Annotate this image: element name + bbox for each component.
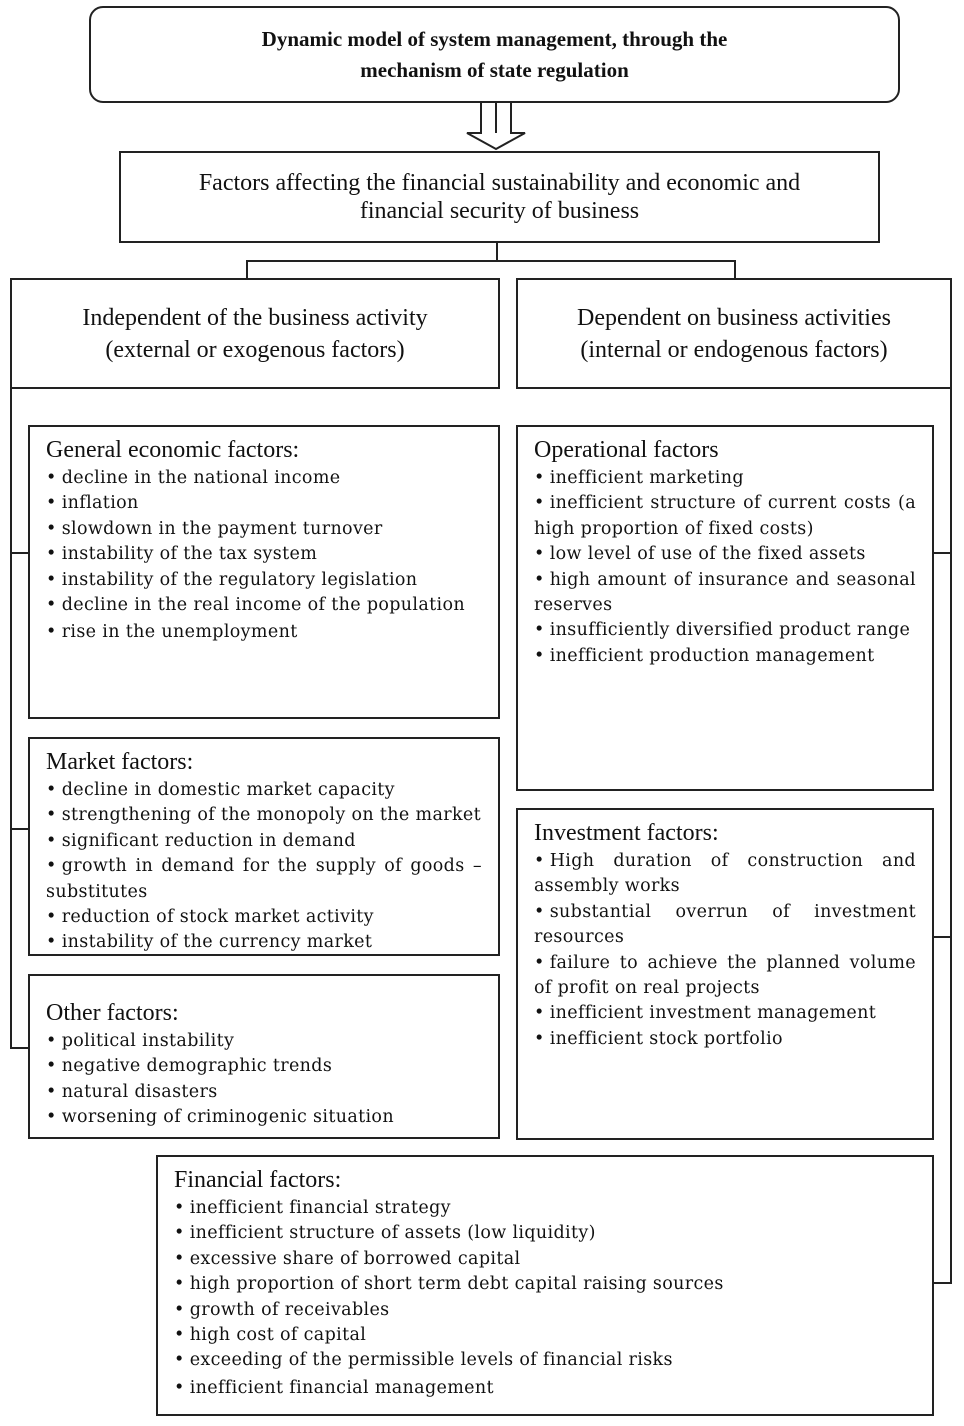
list-item: • failure to achieve the planned volume of profit on real projects (534, 952, 916, 999)
connector-split-horizontal (246, 260, 736, 262)
other-title: Other factors: (46, 1000, 179, 1026)
list-item: • inefficient structure of assets (low liquidity) (174, 1223, 596, 1244)
list-item: • rise in the unemployment (46, 622, 298, 643)
list-item: • political instability (46, 1031, 235, 1051)
dependent-line2: (internal or endogenous factors) (580, 336, 888, 363)
factors-line1: Factors affecting the financial sustainability and economic and (198, 170, 801, 196)
left-spine (10, 389, 12, 1048)
down-arrow-icon (463, 103, 529, 151)
operational-factors-box (516, 425, 934, 791)
list-item: • strengthening of the monopoly on the market (46, 805, 482, 826)
general-title: General economic factors: (46, 437, 300, 463)
list-item: • inefficient financial strategy (174, 1198, 451, 1218)
list-item: • decline in the real income of the population (46, 595, 465, 616)
market-list (46, 778, 482, 956)
list-item: • significant reduction in demand (46, 830, 356, 851)
right-tick-investment (934, 936, 952, 938)
list-item: • excessive share of borrowed capital (174, 1248, 521, 1269)
list-item: • high proportion of short term debt capital raising sources (174, 1274, 724, 1295)
market-title: Market factors: (46, 749, 194, 775)
right-spine (950, 389, 952, 1284)
list-item: • slowdown in the payment turnover (46, 518, 383, 539)
general-economic-factors-box (28, 425, 500, 719)
list-item: • High duration of construction and assembly works (534, 851, 916, 897)
list-item: • high cost of capital (174, 1325, 367, 1346)
list-item: • substantial overrun of investment resources (534, 901, 916, 948)
factors-line2: financial security of business (359, 198, 640, 224)
financial-factors-box (156, 1155, 934, 1416)
dependent-line1: Dependent on business activities (577, 304, 891, 331)
factors-affecting-box (119, 151, 880, 243)
independent-line1: Independent of the business activity (82, 304, 428, 331)
dynamic-model-box (89, 6, 900, 103)
independent-factors-box (10, 278, 500, 389)
market-factors-box (28, 737, 500, 956)
list-item: • inflation (46, 493, 139, 514)
list-item: • inefficient production management (534, 645, 875, 666)
operational-title: Operational factors (534, 437, 719, 463)
list-item: • growth of receivables (174, 1299, 390, 1320)
general-list (46, 466, 482, 646)
list-item: • inefficient structure of current costs (a high proportion of fixed costs) (534, 493, 916, 539)
independent-line2: (external or exogenous factors) (105, 336, 405, 363)
connector-split-right-drop (734, 260, 736, 278)
left-tick-other (10, 1047, 28, 1049)
list-item: • inefficient investment management (534, 1003, 877, 1024)
connector-split-left-drop (246, 260, 248, 278)
right-tick-operational (934, 552, 952, 554)
investment-title: Investment factors: (534, 820, 719, 846)
list-item: • low level of use of the fixed assets (534, 544, 866, 565)
right-tick-financial (934, 1282, 952, 1284)
list-item: • decline in the national income (46, 468, 341, 488)
list-item: • insufficiently diversified product range (534, 620, 911, 641)
dynamic-model-line2: mechanism of state regulation (360, 57, 629, 82)
list-item: • growth in demand for the supply of goods – substitutes (46, 856, 482, 902)
list-item: • instability of the tax system (46, 544, 318, 565)
list-item: • inefficient stock portfolio (534, 1028, 783, 1049)
investment-factors-box (516, 808, 934, 1140)
list-item: • reduction of stock market activity (46, 907, 374, 928)
investment-list (534, 849, 916, 1052)
dynamic-model-line1: Dynamic model of system management, through the (261, 26, 728, 51)
other-list (46, 1029, 482, 1131)
other-factors-box (28, 974, 500, 1139)
list-item: • inefficient financial management (174, 1377, 494, 1398)
list-item: • worsening of criminogenic situation (46, 1107, 394, 1128)
list-item: • negative demographic trends (46, 1056, 333, 1077)
financial-title: Financial factors: (174, 1167, 342, 1193)
operational-list (534, 466, 916, 669)
list-item: • inefficient marketing (534, 468, 744, 488)
list-item: • exceeding of the permissible levels of financial risks (174, 1350, 673, 1371)
list-item: • high amount of insurance and seasonal reserves (534, 569, 916, 616)
list-item: • instability of the currency market (46, 932, 373, 953)
dependent-factors-box (516, 278, 952, 389)
list-item: • decline in domestic market capacity (46, 780, 395, 800)
financial-list (174, 1196, 916, 1401)
left-tick-general (10, 552, 28, 554)
list-item: • instability of the regulatory legislation (46, 569, 418, 590)
connector-split-stem (496, 243, 498, 260)
left-tick-market (10, 828, 28, 830)
list-item: • natural disasters (46, 1081, 218, 1102)
